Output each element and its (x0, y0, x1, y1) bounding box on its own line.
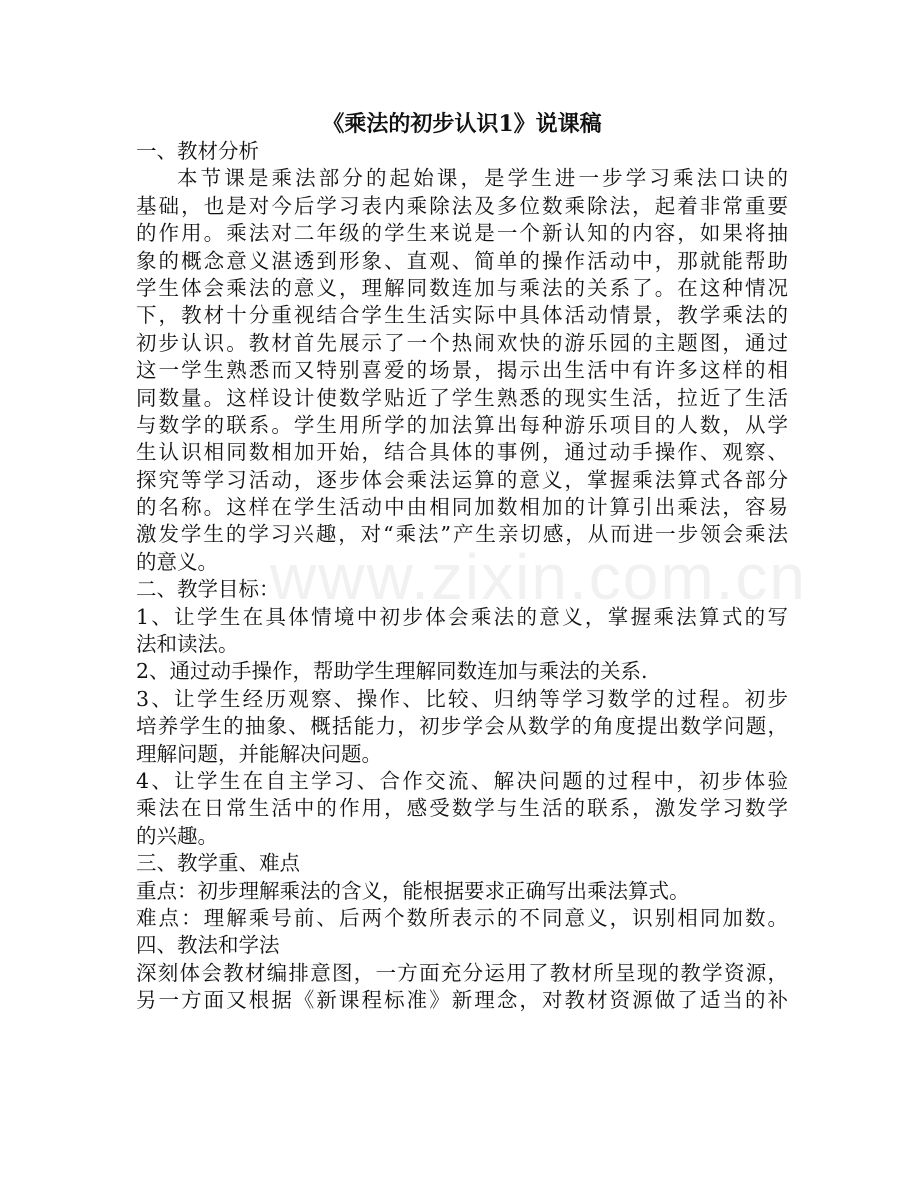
text-line: 学生体会乘法的意义，理解同数连加与乘法的关系了。在这种情况 (136, 275, 788, 300)
document-title: 《乘法的初步认识1》说课稿 (322, 111, 602, 137)
text-line: 四、教法和学法 (136, 933, 280, 958)
text-line: 的意义。 (136, 549, 218, 574)
text-line: 深刻体会教材编排意图，一方面充分运用了教材所呈现的教学资源， (136, 960, 788, 985)
text-line: 与数学的联系。学生用所学的加法算出每种游乐项目的人数，从学 (136, 412, 788, 437)
text-line: 同数量。这样设计使数学贴近了学生熟悉的现实生活，拉近了生活 (136, 385, 788, 410)
text-line: 象的概念意义湛透到形象、直观、简单的操作活动中，那就能帮助 (136, 248, 788, 273)
document-body (136, 138, 788, 1015)
text-line: 难点：理解乘号前、后两个数所表示的不同意义，识别相同加数。 (136, 906, 788, 931)
text-line: 4、让学生在自主学习、合作交流、解决问题的过程中，初步体验 (136, 769, 788, 794)
text-line: 2、通过动手操作，帮助学生理解同数连加与乘法的关系. (136, 659, 648, 684)
text-line: 重点：初步理解乘法的含义，能根据要求正确写出乘法算式。 (136, 878, 690, 903)
text-line: 初步认识。教材首先展示了一个热闹欢快的游乐园的主题图，通过 (136, 330, 788, 355)
text-line: 培养学生的抽象、概括能力，初步学会从数学的角度提出数学问题， (136, 714, 788, 739)
document-page (136, 110, 788, 1015)
text-line: 下，教材十分重视结合学生生活实际中具体活动情景，教学乘法的 (136, 303, 788, 328)
text-line: 1、让学生在具体情境中初步体会乘法的意义，掌握乘法算式的写 (136, 604, 788, 629)
text-line: 的兴趣。 (136, 823, 218, 848)
text-line: 激发学生的学习兴趣，对“乘法”产生亲切感，从而进一步领会乘法 (136, 522, 788, 547)
text-line: 生认识相同数相加开始，结合具体的事例，通过动手操作、观察、 (136, 440, 788, 465)
watermark: www.zixin.com.cn (270, 541, 807, 613)
text-line: 本节课是乘法部分的起始课，是学生进一步学习乘法口诀的 (177, 166, 788, 191)
text-line: 二、教学目标： (136, 577, 280, 602)
text-line: 探究等学习活动，逐步体会乘法运算的意义，掌握乘法算式各部分 (136, 467, 788, 492)
text-line: 乘法在日常生活中的作用，感受数学与生活的联系，激发学习数学 (136, 796, 788, 821)
text-line: 这一学生熟悉而又特别喜爱的场景，揭示出生活中有许多这样的相 (136, 358, 788, 383)
text-line: 一、教材分析 (136, 139, 259, 163)
text-line: 的作用。乘法对二年级的学生来说是一个新认知的内容，如果将抽 (136, 221, 788, 246)
text-line: 另一方面又根据《新课程标准》新理念，对教材资源做了适当的补 (136, 988, 788, 1013)
text-line: 3、让学生经历观察、操作、比较、归纳等学习数学的过程。初步 (136, 686, 788, 711)
text-line: 法和读法。 (136, 632, 239, 657)
text-line: 的名称。这样在学生活动中由相同加数相加的计算引出乘法，容易 (136, 495, 788, 520)
text-line: 基础，也是对今后学习表内乘除法及多位数乘除法，起着非常重要 (136, 193, 788, 218)
text-line: 三、教学重、难点 (136, 851, 300, 876)
text-line: 理解问题，并能解决问题。 (136, 741, 382, 766)
